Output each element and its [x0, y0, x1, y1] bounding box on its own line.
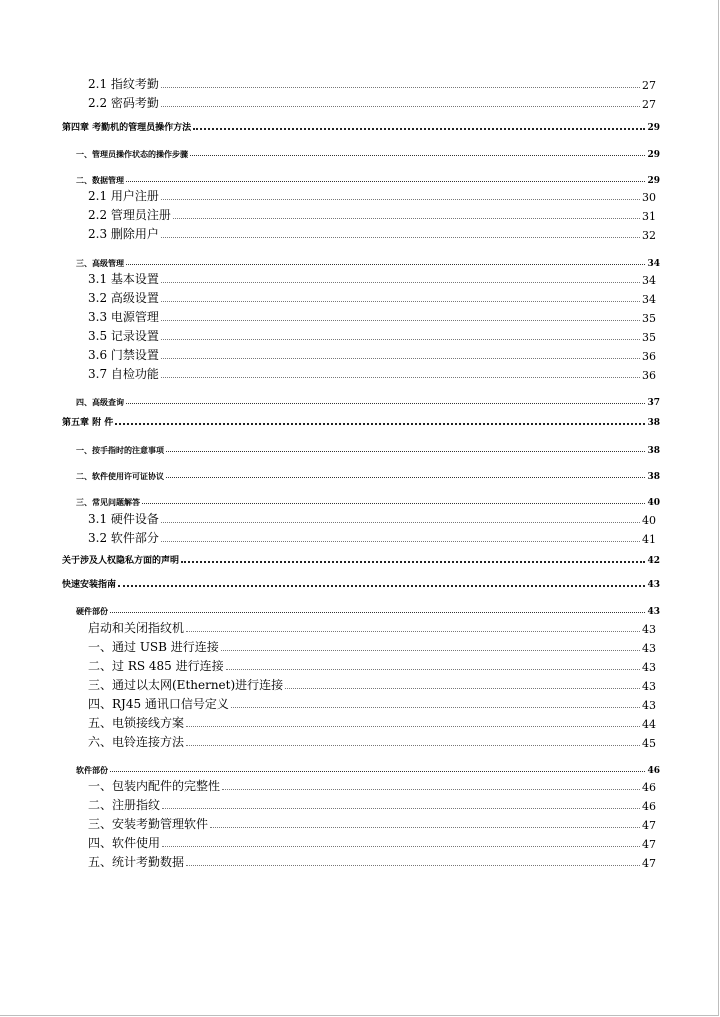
toc-section — [76, 492, 660, 508]
toc-title: 第五章 附 件 — [62, 418, 114, 428]
toc-chapter — [62, 412, 660, 428]
toc-page: 34 — [642, 274, 656, 287]
toc-section — [76, 253, 660, 269]
toc-page: 38 — [647, 446, 660, 456]
toc-entry — [88, 226, 656, 242]
toc-page: 34 — [642, 293, 656, 306]
toc-page: 35 — [642, 331, 656, 344]
toc-title: 二、过 RS 485 进行连接 — [88, 659, 224, 673]
toc-section — [76, 440, 660, 456]
toc-section — [76, 144, 660, 160]
toc-title: 第四章 考勤机的管理员操作方法 — [62, 123, 192, 133]
toc-section — [76, 466, 660, 482]
toc-section — [76, 170, 660, 186]
toc-leader — [162, 808, 640, 809]
toc-leader — [115, 423, 645, 425]
toc-page: 37 — [647, 398, 660, 408]
toc-leader — [231, 707, 640, 708]
toc-leader — [181, 561, 645, 563]
toc-page: 46 — [642, 800, 656, 813]
toc-page: 29 — [647, 176, 660, 186]
toc-page: 38 — [647, 472, 660, 482]
toc-page: 38 — [647, 418, 660, 428]
toc-page: 43 — [642, 623, 656, 636]
toc-title: 二、数据管理 — [76, 175, 124, 185]
toc-page: 43 — [647, 607, 660, 617]
toc-title: 3.6 门禁设置 — [88, 348, 159, 362]
toc-title: 五、电锁接线方案 — [88, 716, 185, 730]
toc-leader — [186, 745, 640, 746]
toc-leader — [161, 522, 640, 523]
toc-section — [76, 760, 660, 776]
toc-leader — [161, 320, 640, 321]
toc-entry — [88, 207, 656, 223]
toc-title: 2.1 用户注册 — [88, 189, 159, 203]
toc-page: 29 — [647, 150, 660, 160]
toc-leader — [285, 688, 640, 689]
toc-page: 27 — [642, 79, 656, 92]
toc-entry — [88, 271, 656, 287]
toc-title: 3.2 软件部分 — [88, 531, 159, 545]
toc-page: 47 — [642, 819, 656, 832]
toc-entry — [88, 677, 656, 693]
toc-title: 三、常见问题解答 — [76, 497, 140, 507]
toc-page: 46 — [642, 781, 656, 794]
toc-leader — [126, 264, 645, 265]
toc-leader — [161, 87, 640, 88]
toc-leader — [161, 339, 640, 340]
toc-title: 关于涉及人权隐私方面的声明 — [62, 556, 180, 566]
toc-title: 一、包装内配件的完整性 — [88, 779, 221, 793]
toc-leader — [221, 650, 640, 651]
toc-entry — [88, 347, 656, 363]
toc-entry — [88, 696, 656, 712]
toc-leader — [110, 612, 645, 613]
toc-chapter — [62, 117, 660, 133]
toc-title: 3.3 电源管理 — [88, 310, 159, 324]
toc-leader — [161, 237, 640, 238]
toc-entry — [88, 188, 656, 204]
toc-title: 2.2 密码考勤 — [88, 96, 159, 110]
toc-page: 32 — [642, 229, 656, 242]
toc-entry — [88, 328, 656, 344]
toc-page: 43 — [642, 680, 656, 693]
toc-page: 43 — [642, 699, 656, 712]
toc-leader — [186, 726, 640, 727]
toc-entry — [88, 835, 656, 851]
toc-title: 四、RJ45 通讯口信号定义 — [88, 697, 229, 711]
toc-leader — [222, 789, 640, 790]
toc-page: 45 — [642, 737, 656, 750]
toc-title: 三、通过以太网(Ethernet)进行连接 — [88, 678, 284, 692]
toc-page: 34 — [647, 259, 660, 269]
toc-title: 硬件部份 — [76, 606, 108, 616]
toc-chapter — [62, 574, 660, 590]
toc-leader — [186, 865, 640, 866]
toc-title: 一、按手指时的注意事项 — [76, 445, 164, 455]
toc-page: 41 — [642, 533, 656, 546]
toc-entry — [88, 309, 656, 325]
toc-chapter — [62, 550, 660, 566]
toc-entry — [88, 76, 656, 92]
toc-page: 35 — [642, 312, 656, 325]
toc-title: 启动和关闭指纹机 — [88, 621, 185, 635]
toc-page: 40 — [642, 514, 656, 527]
toc-entry — [88, 778, 656, 794]
toc-entry — [88, 366, 656, 382]
toc-title: 二、注册指纹 — [88, 798, 161, 812]
toc-page: 29 — [647, 123, 660, 133]
toc-title: 快速安装指南 — [62, 580, 117, 590]
toc-section — [76, 392, 660, 408]
toc-page: 43 — [642, 642, 656, 655]
toc-title: 三、高级管理 — [76, 258, 124, 268]
toc-leader — [193, 128, 645, 130]
toc-entry — [88, 530, 656, 546]
toc-page: 47 — [642, 857, 656, 870]
toc-entry — [88, 290, 656, 306]
toc-page: 43 — [642, 661, 656, 674]
toc-title: 3.5 记录设置 — [88, 329, 159, 343]
toc-entry — [88, 95, 656, 111]
toc-title: 2.1 指纹考勤 — [88, 77, 159, 91]
toc-leader — [166, 451, 645, 452]
toc-title: 软件部份 — [76, 765, 108, 775]
toc-page: 31 — [642, 210, 656, 223]
toc-page: 43 — [647, 580, 660, 590]
toc-title: 3.7 自检功能 — [88, 367, 159, 381]
toc-entry — [88, 816, 656, 832]
toc-entry — [88, 715, 656, 731]
toc-page: 27 — [642, 98, 656, 111]
toc-entry — [88, 639, 656, 655]
toc-leader — [166, 477, 645, 478]
toc-leader — [126, 403, 645, 404]
toc-entry — [88, 734, 656, 750]
toc-page: 40 — [647, 498, 660, 508]
toc-leader — [161, 199, 640, 200]
toc-leader — [118, 585, 645, 587]
toc-title: 四、高级查询 — [76, 397, 124, 407]
toc-entry — [88, 658, 656, 674]
toc-page: 44 — [642, 718, 656, 731]
toc-leader — [161, 106, 640, 107]
toc-entry — [88, 854, 656, 870]
toc-leader — [161, 282, 640, 283]
toc-entry — [88, 620, 656, 636]
toc-leader — [126, 181, 645, 182]
toc-title: 2.2 管理员注册 — [88, 208, 171, 222]
toc-page: 30 — [642, 191, 656, 204]
toc-leader — [110, 771, 645, 772]
toc-entry — [88, 797, 656, 813]
toc-leader — [161, 377, 640, 378]
toc-leader — [161, 358, 640, 359]
toc-leader — [210, 827, 640, 828]
toc-entry — [88, 511, 656, 527]
toc-title: 一、管理员操作状态的操作步骤 — [76, 149, 188, 159]
toc-page: 47 — [642, 838, 656, 851]
toc-leader — [161, 301, 640, 302]
toc-leader — [161, 541, 640, 542]
toc-title: 五、统计考勤数据 — [88, 855, 185, 869]
toc-title: 3.1 硬件设备 — [88, 512, 159, 526]
toc-leader — [190, 155, 645, 156]
toc-title: 三、安装考勤管理软件 — [88, 817, 209, 831]
toc-section — [76, 601, 660, 617]
toc-leader — [186, 631, 640, 632]
toc-title: 一、通过 USB 进行连接 — [88, 640, 219, 654]
toc-title: 六、电铃连接方法 — [88, 735, 185, 749]
toc-page: 36 — [642, 350, 656, 363]
toc-title: 2.3 删除用户 — [88, 227, 159, 241]
toc-leader — [162, 846, 640, 847]
toc-page: 42 — [647, 556, 660, 566]
toc-title: 二、软件使用许可证协议 — [76, 471, 164, 481]
toc-leader — [173, 218, 640, 219]
toc-leader — [226, 669, 640, 670]
toc-title: 3.2 高级设置 — [88, 291, 159, 305]
toc-page: 36 — [642, 369, 656, 382]
toc-leader — [142, 503, 645, 504]
toc-title: 3.1 基本设置 — [88, 272, 159, 286]
toc-title: 四、软件使用 — [88, 836, 161, 850]
toc-page: 46 — [647, 766, 660, 776]
